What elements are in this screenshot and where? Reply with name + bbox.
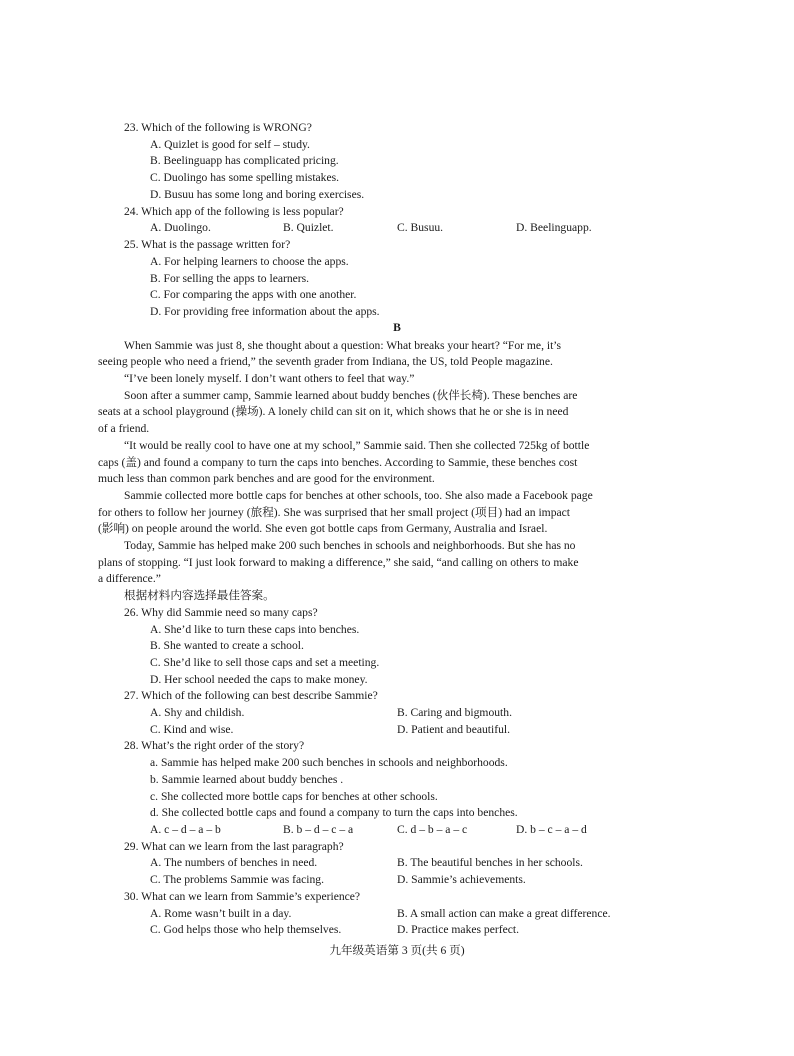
q30-option-b: B. A small action can make a great difference. — [397, 907, 611, 920]
q28-option-d: D. b – c – a – d — [516, 823, 587, 836]
q27-option-c: C. Kind and wise. — [150, 723, 234, 736]
q26-option-d: D. Her school needed the caps to make money. — [150, 673, 368, 686]
q23-option-b: B. Beelinguapp has complicated pricing. — [150, 154, 339, 167]
q25-option-c: C. For comparing the apps with one another. — [150, 288, 357, 301]
question-30-stem: 30. What can we learn from Sammie’s experience? — [124, 890, 361, 903]
q28-option-b: B. b – d – c – a — [283, 823, 354, 836]
passage-line: a difference.” — [98, 572, 161, 585]
passage-line: Soon after a summer camp, Sammie learned about buddy benches (伙伴长椅). These benches are — [124, 389, 578, 402]
section-heading-b: B — [393, 321, 401, 334]
q25-option-a: A. For helping learners to choose the apps. — [150, 255, 349, 268]
q28-option-a: A. c – d – a – b — [150, 823, 221, 836]
passage-line: When Sammie was just 8, she thought about a question: What breaks your heart? “For me, it’s — [124, 339, 562, 352]
q24-option-a: A. Duolingo. — [150, 221, 211, 234]
q27-option-a: A. Shy and childish. — [150, 706, 245, 719]
q28-event-b: b. Sammie learned about buddy benches . — [150, 773, 344, 786]
q28-event-c: c. She collected more bottle caps for benches at other schools. — [150, 790, 438, 803]
q24-option-b: B. Quizlet. — [283, 221, 334, 234]
question-28-stem: 28. What’s the right order of the story? — [124, 739, 305, 752]
passage-line: (影响) on people around the world. She even got bottle caps from Germany, Australia and Israel. — [98, 522, 548, 535]
q23-option-a: A. Quizlet is good for self – study. — [150, 138, 310, 151]
q27-option-b: B. Caring and bigmouth. — [397, 706, 512, 719]
passage-line: of a friend. — [98, 422, 150, 435]
question-23-stem: 23. Which of the following is WRONG? — [124, 121, 312, 134]
passage-line: seats at a school playground (操场). A lonely child can sit on it, which shows that he or she is in need — [98, 405, 569, 418]
q27-option-d: D. Patient and beautiful. — [397, 723, 511, 736]
question-24-stem: 24. Which app of the following is less popular? — [124, 205, 344, 218]
page-footer: 九年级英语第 3 页(共 6 页) — [329, 944, 465, 957]
passage-line: seeing people who need a friend,” the seventh grader from Indiana, the US, told People magazine. — [98, 355, 553, 368]
q28-option-c: C. d – b – a – c — [397, 823, 468, 836]
q25-option-b: B. For selling the apps to learners. — [150, 272, 310, 285]
q30-option-c: C. God helps those who help themselves. — [150, 923, 342, 936]
q25-option-d: D. For providing free information about the apps. — [150, 305, 380, 318]
q23-option-d: D. Busuu has some long and boring exercises. — [150, 188, 365, 201]
q29-option-a: A. The numbers of benches in need. — [150, 856, 318, 869]
question-29-stem: 29. What can we learn from the last paragraph? — [124, 840, 344, 853]
passage-line: Today, Sammie has helped make 200 such benches in schools and neighborhoods. But she has no — [124, 539, 576, 552]
instruction-text: 根据材料内容选择最佳答案。 — [124, 589, 275, 602]
passage-line: caps (盖) and found a company to turn the caps into benches. According to Sammie, these benches cost — [98, 456, 578, 469]
q28-event-d: d. She collected bottle caps and found a company to turn the caps into benches. — [150, 806, 518, 819]
q29-option-d: D. Sammie’s achievements. — [397, 873, 526, 886]
passage-line: plans of stopping. “I just look forward to making a difference,” she said, “and calling on others to make — [98, 556, 579, 569]
passage-line: Sammie collected more bottle caps for benches at other schools, too. She also made a Facebook page — [124, 489, 593, 502]
q29-option-c: C. The problems Sammie was facing. — [150, 873, 324, 886]
q24-option-c: C. Busuu. — [397, 221, 444, 234]
passage-line: for others to follow her journey (旅程). She was surprised that her small project (项目) had an impact — [98, 506, 570, 519]
passage-line: much less than common park benches and are good for the environment. — [98, 472, 435, 485]
passage-line: “I’ve been lonely myself. I don’t want others to feel that way.” — [124, 372, 415, 385]
q26-option-c: C. She’d like to sell those caps and set a meeting. — [150, 656, 380, 669]
question-27-stem: 27. Which of the following can best describe Sammie? — [124, 689, 378, 702]
question-26-stem: 26. Why did Sammie need so many caps? — [124, 606, 318, 619]
q29-option-b: B. The beautiful benches in her schools. — [397, 856, 583, 869]
q28-event-a: a. Sammie has helped make 200 such benches in schools and neighborhoods. — [150, 756, 508, 769]
q30-option-a: A. Rome wasn’t built in a day. — [150, 907, 292, 920]
question-25-stem: 25. What is the passage written for? — [124, 238, 291, 251]
q24-option-d: D. Beelinguapp. — [516, 221, 592, 234]
q23-option-c: C. Duolingo has some spelling mistakes. — [150, 171, 340, 184]
passage-line: “It would be really cool to have one at my school,” Sammie said. Then she collected 725kg of bottle — [124, 439, 590, 452]
q26-option-a: A. She’d like to turn these caps into benches. — [150, 623, 360, 636]
q26-option-b: B. She wanted to create a school. — [150, 639, 304, 652]
q30-option-d: D. Practice makes perfect. — [397, 923, 519, 936]
